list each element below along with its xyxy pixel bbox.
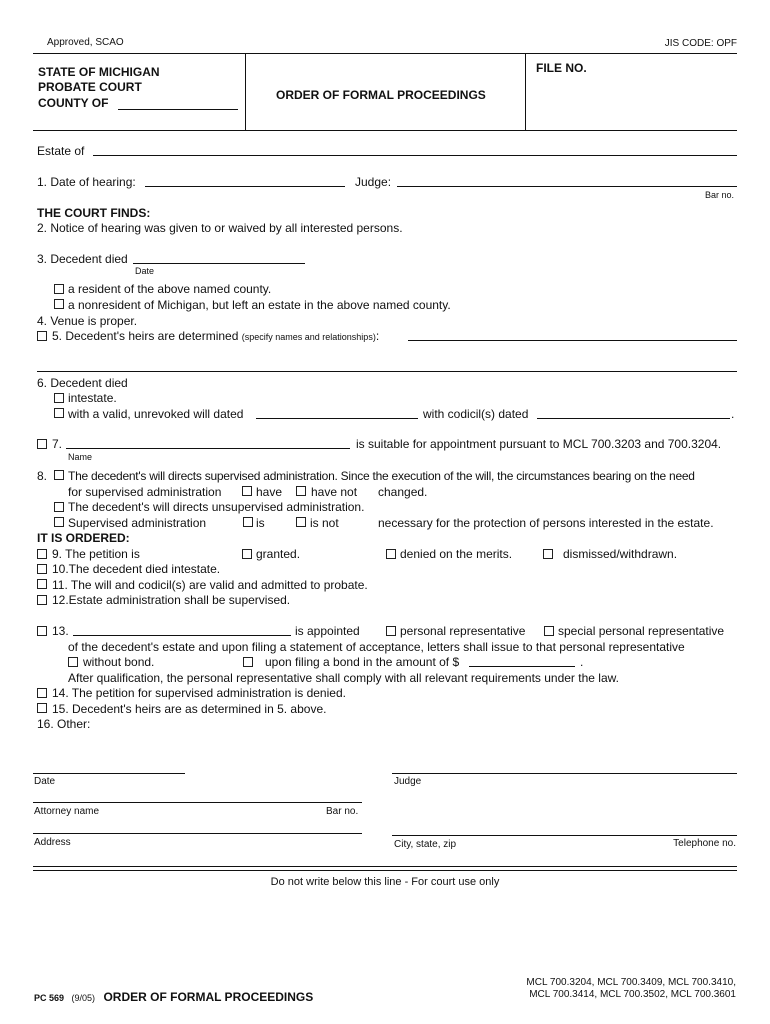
item-2-text: 2. Notice of hearing was given to or waived by all interested persons. (37, 221, 403, 235)
death-date-field[interactable] (133, 263, 305, 264)
bond-period: . (580, 655, 584, 669)
judge-label: Judge: (355, 175, 392, 189)
footer-title: ORDER OF FORMAL PROCEEDINGS (103, 990, 314, 1004)
have-checkbox[interactable] (242, 486, 252, 496)
address-field[interactable] (33, 833, 362, 834)
form-title: ORDER OF FORMAL PROCEEDINGS (276, 88, 486, 102)
item-7-text: is suitable for appointment pursuant to MCL 700.3203 and 700.3204. (356, 437, 722, 451)
header-bottom-rule (33, 130, 737, 131)
mcl-line-1: MCL 700.3204, MCL 700.3409, MCL 700.3410, (526, 977, 736, 988)
judge-caption: Judge (394, 776, 422, 787)
special-rep-checkbox[interactable] (544, 626, 554, 636)
item-15-text: 15. Decedent's heirs are as determined in 5. above. (52, 702, 327, 716)
item-5-note: (specify names and relationships) (241, 332, 376, 342)
file-no-label: FILE NO. (536, 61, 587, 75)
item-7-checkbox[interactable] (37, 439, 47, 449)
form-number: PC 569 (34, 993, 65, 1003)
hearing-date-field[interactable] (145, 186, 345, 187)
item-12-checkbox[interactable] (37, 595, 47, 605)
item-14-text: 14. The petition for supervised administration is denied. (52, 686, 346, 700)
denied-label: denied on the merits. (400, 547, 513, 561)
item-10-text: 10.The decedent died intestate. (52, 562, 221, 576)
item-5-label (52, 329, 379, 343)
header-top-rule (33, 53, 737, 54)
supervised-admin-checkbox[interactable] (54, 517, 64, 527)
court-finds-heading: THE COURT FINDS: (37, 206, 151, 220)
item-4-text: 4. Venue is proper. (37, 314, 138, 328)
estate-name-field[interactable] (93, 155, 737, 156)
form-revision: (9/05) (71, 993, 95, 1003)
codicil-period: . (731, 407, 735, 421)
will-label: with a valid, unrevoked will dated (68, 407, 244, 421)
court-county-label: COUNTY OF (38, 96, 109, 110)
supervised-admin-label: Supervised administration (68, 516, 207, 530)
item-8-line3: The decedent's will directs unsupervised administration. (68, 500, 365, 514)
item-15-checkbox[interactable] (37, 703, 47, 713)
judge-field[interactable] (397, 186, 737, 187)
dismissed-checkbox[interactable] (543, 549, 553, 559)
jis-code-label: JIS CODE: OPF (664, 38, 737, 49)
item-3-label: 3. Decedent died (37, 252, 128, 266)
changed-label: changed. (378, 485, 428, 499)
item-16-text: 16. Other: (37, 717, 91, 731)
item-10-checkbox[interactable] (37, 564, 47, 574)
header-divider-right (525, 53, 526, 131)
footer-form-id (34, 988, 313, 1006)
is-not-label: is not (310, 516, 339, 530)
item-13-checkbox[interactable] (37, 626, 47, 636)
special-rep-label: special personal representative (558, 624, 725, 638)
nonresident-label: a nonresident of Michigan, but left an estate in the above named county. (68, 298, 451, 312)
court-use-rule-2 (33, 870, 737, 871)
court-use-label: Do not write below this line - For court use only (270, 876, 500, 888)
address-caption: Address (34, 837, 71, 848)
have-not-checkbox[interactable] (296, 486, 306, 496)
necessary-label: necessary for the protection of persons interested in the estate. (378, 516, 714, 530)
heirs-field-1[interactable] (408, 340, 737, 341)
will-checkbox[interactable] (54, 408, 64, 418)
item-11-checkbox[interactable] (37, 579, 47, 589)
telephone-caption: Telephone no. (673, 838, 736, 849)
without-bond-label: without bond. (83, 655, 155, 669)
approved-label: Approved, SCAO (47, 37, 124, 48)
judge-signature-field[interactable] (392, 773, 737, 774)
appointee-name-field[interactable] (66, 448, 350, 449)
will-unsupervised-checkbox[interactable] (54, 502, 64, 512)
have-label: have (256, 485, 283, 499)
with-bond-checkbox[interactable] (243, 657, 253, 667)
attorney-name-field[interactable] (33, 802, 362, 803)
it-is-ordered-heading: IT IS ORDERED: (37, 531, 130, 545)
is-label: is (256, 516, 265, 530)
item-12-text: 12.Estate administration shall be supervised. (52, 593, 291, 607)
court-name: PROBATE COURT (38, 80, 142, 94)
date-signed-field[interactable] (33, 773, 185, 774)
item-7-num: 7. (52, 437, 63, 451)
with-bond-label: upon filing a bond in the amount of $ (265, 655, 460, 669)
intestate-label: intestate. (68, 391, 117, 405)
mcl-line-2: MCL 700.3414, MCL 700.3502, MCL 700.3601 (529, 989, 736, 1000)
city-state-zip-field[interactable] (392, 835, 737, 836)
resident-label: a resident of the above named county. (68, 282, 272, 296)
heirs-field-2[interactable] (37, 371, 737, 372)
appointee-name-caption: Name (68, 452, 93, 462)
is-checkbox[interactable] (243, 517, 253, 527)
item-13-line2: of the decedent's estate and upon filing a statement of acceptance, letters shall issue to that personal representative (68, 640, 685, 654)
nonresident-checkbox[interactable] (54, 299, 64, 309)
item-8-num: 8. (37, 469, 48, 483)
estate-label: Estate of (37, 144, 85, 158)
personal-rep-checkbox[interactable] (386, 626, 396, 636)
item-14-checkbox[interactable] (37, 688, 47, 698)
have-not-label: have not (311, 485, 358, 499)
personal-rep-label: personal representative (400, 624, 526, 638)
dismissed-label: dismissed/withdrawn. (563, 547, 678, 561)
item-13-num: 13. (52, 624, 69, 638)
date-caption: Date (34, 776, 56, 787)
court-use-rule-1 (33, 866, 737, 867)
intestate-checkbox[interactable] (54, 393, 64, 403)
granted-label: granted. (256, 547, 301, 561)
will-supervised-checkbox[interactable] (54, 470, 64, 480)
pr-name-field[interactable] (73, 635, 291, 636)
bond-amount-field[interactable] (469, 666, 575, 667)
county-field[interactable] (118, 109, 238, 110)
header-divider-left (245, 53, 246, 131)
item-5-main: 5. Decedent's heirs are determined (52, 329, 239, 343)
item-6-label: 6. Decedent died (37, 376, 128, 390)
item-9-checkbox[interactable] (37, 549, 47, 559)
denied-checkbox[interactable] (386, 549, 396, 559)
codicil-label: with codicil(s) dated (423, 407, 529, 421)
court-state: STATE OF MICHIGAN (38, 65, 160, 79)
item-8-line2: for supervised administration (68, 485, 222, 499)
item-5-checkbox[interactable] (37, 331, 47, 341)
attorney-name-caption: Attorney name (34, 806, 100, 817)
item-9-label: 9. The petition is (52, 547, 140, 561)
item-8-line1: The decedent's will directs supervised administration. Since the execution of the will, the circumstances bearing on the need (68, 469, 695, 483)
appointed-label: is appointed (295, 624, 360, 638)
item-13-line4: After qualification, the personal representative shall comply with all relevant requirements under the law. (68, 671, 619, 685)
is-not-checkbox[interactable] (296, 517, 306, 527)
will-date-field[interactable] (256, 418, 418, 419)
codicil-date-field[interactable] (537, 418, 730, 419)
item-5-colon: : (375, 329, 380, 343)
resident-checkbox[interactable] (54, 284, 64, 294)
attorney-bar-no-caption: Bar no. (326, 806, 359, 817)
item-11-text: 11. The will and codicil(s) are valid and admitted to probate. (52, 578, 368, 592)
without-bond-checkbox[interactable] (68, 657, 78, 667)
granted-checkbox[interactable] (242, 549, 252, 559)
death-date-caption: Date (135, 266, 155, 276)
hearing-date-label: 1. Date of hearing: (37, 175, 136, 189)
judge-bar-no-caption: Bar no. (704, 190, 734, 200)
city-state-zip-caption: City, state, zip (394, 839, 457, 850)
